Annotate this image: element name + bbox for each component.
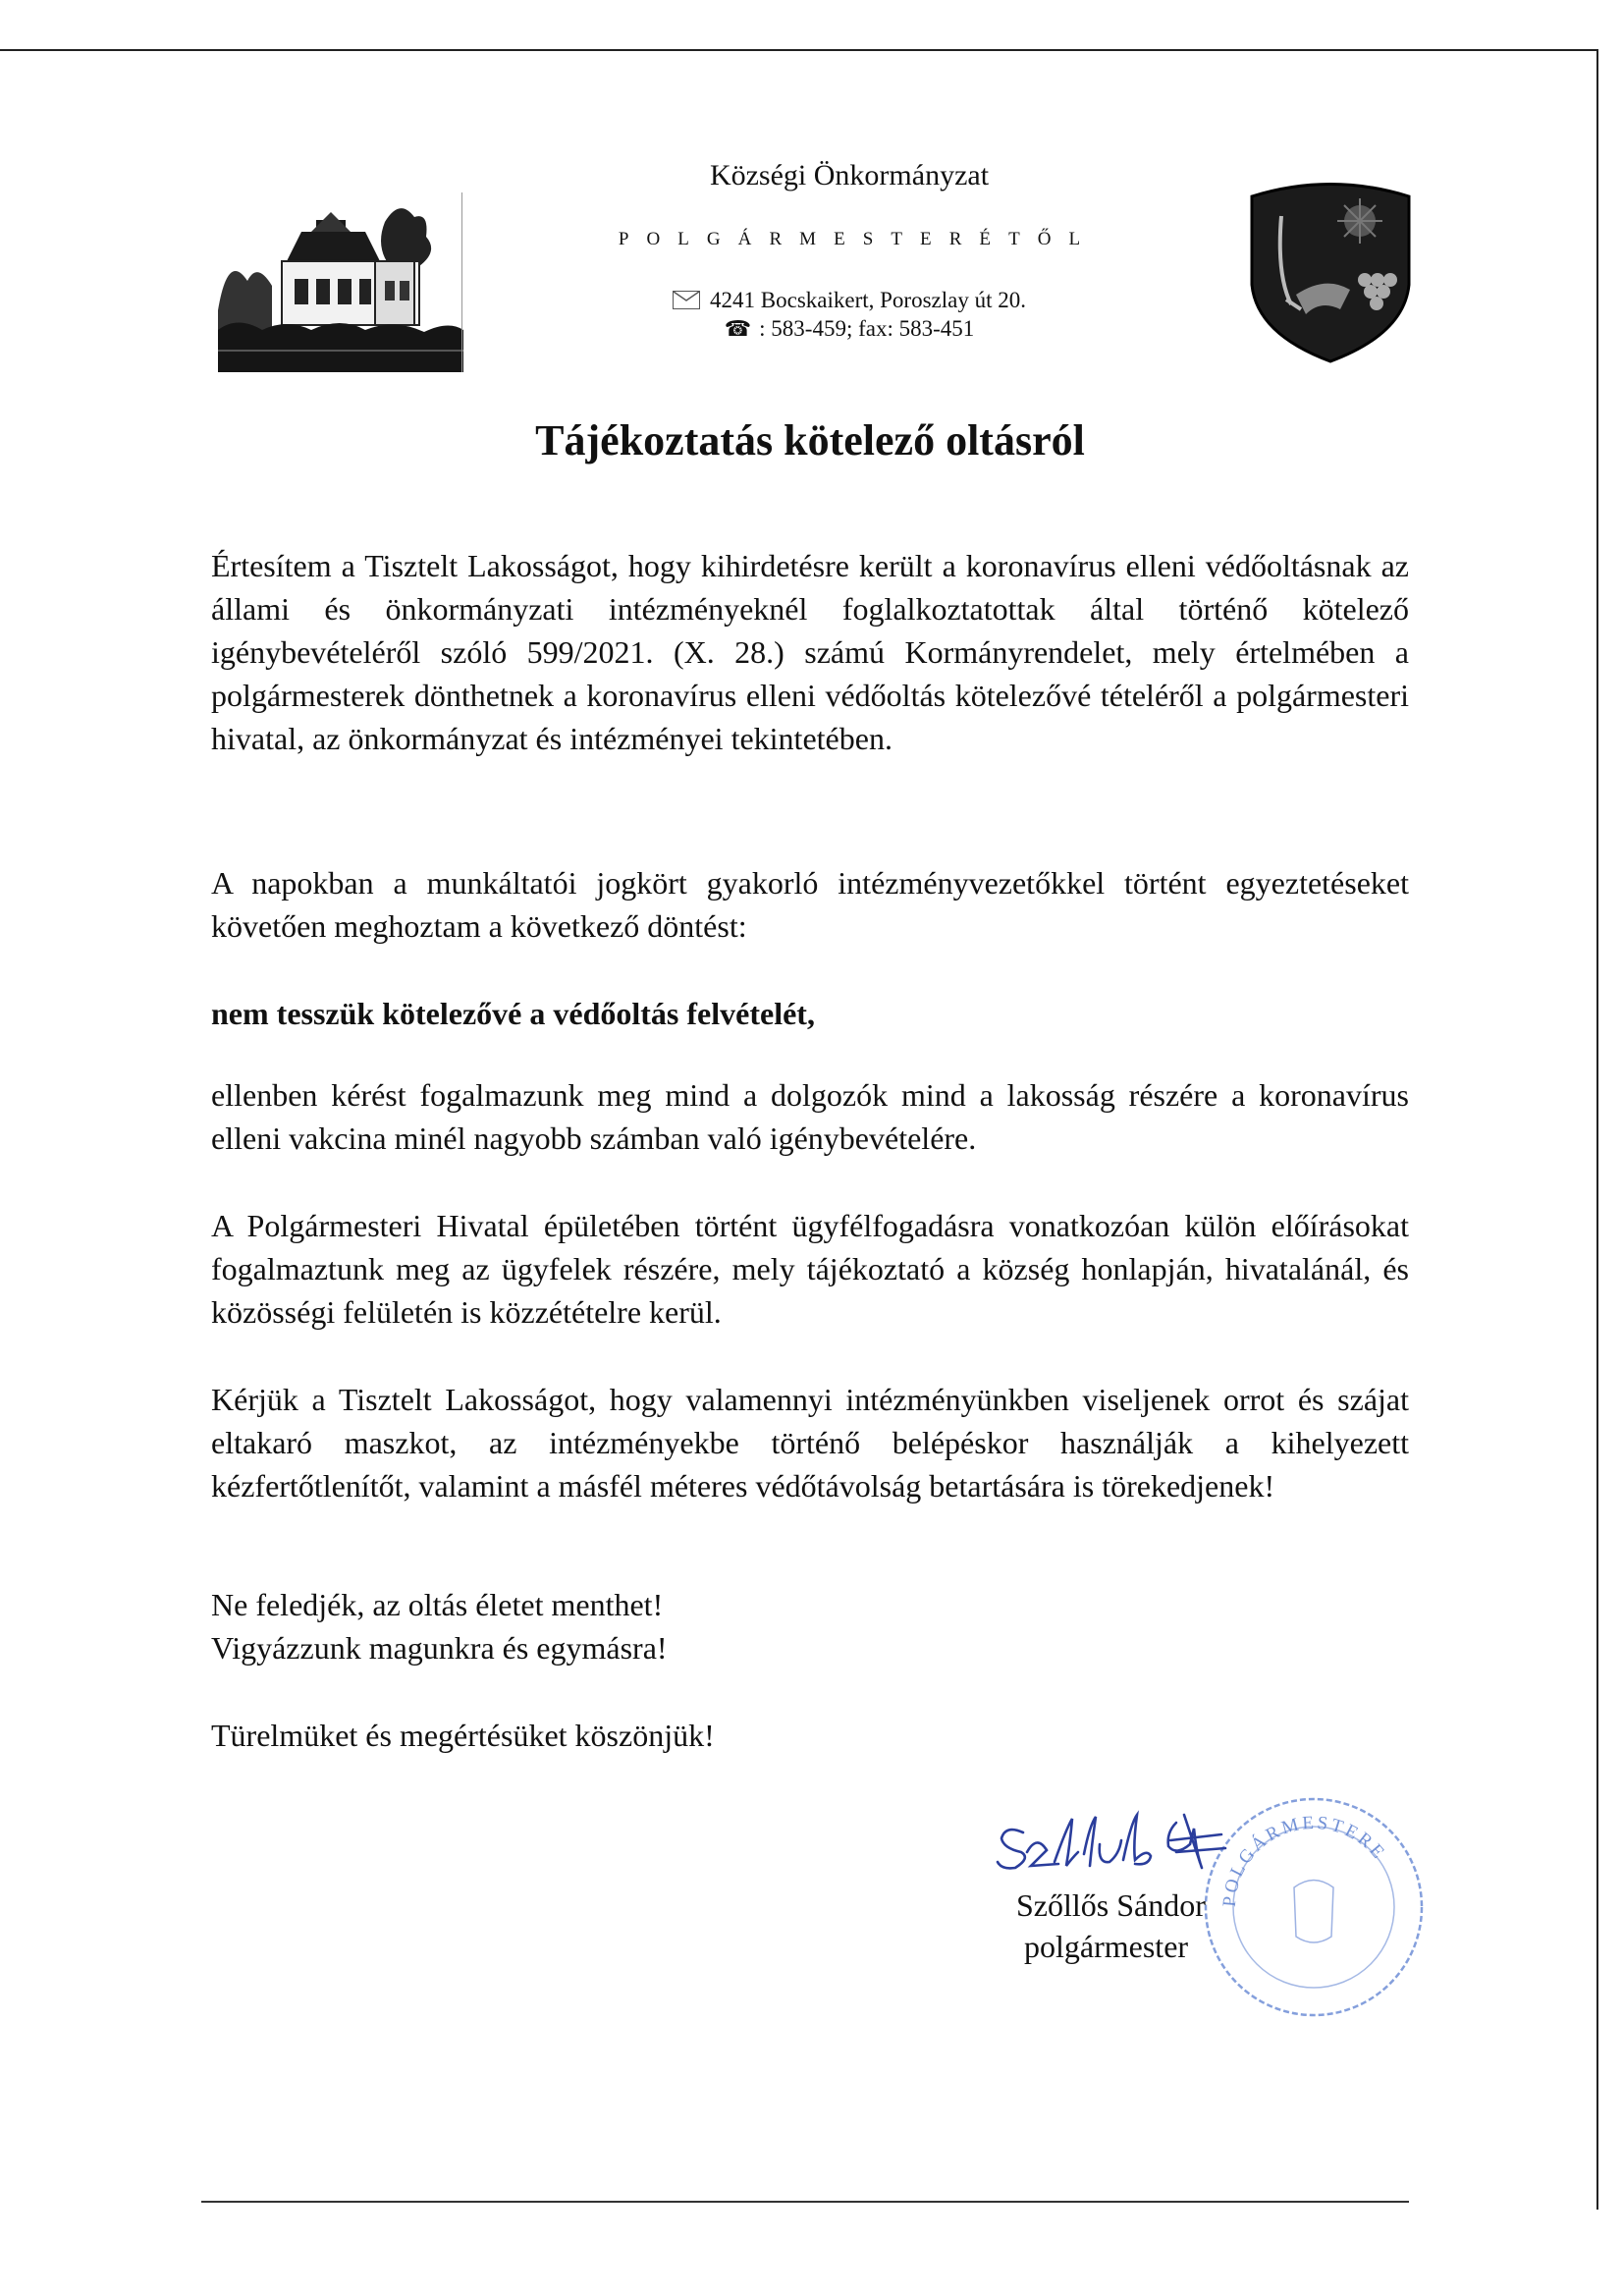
paragraph-4: A Polgármesteri Hivatal épületében történt ügyfélfogadásra vonatkozóan külön előírásokat fogalmaztunk meg az ügyfelek részére, mely tájékoztató a község honlapján, hivatalánál, és közösségi felületén is közzétételre kerül. xyxy=(211,1208,1409,1330)
telephone-icon: ☎ xyxy=(724,316,752,341)
signatory-role: polgármester xyxy=(1024,1929,1189,1964)
signatory-name: Szőllős Sándor xyxy=(1016,1887,1206,1923)
paragraph-7: Türelmüket és megértésüket köszönjük! xyxy=(211,1718,715,1753)
town-hall-photo xyxy=(218,192,463,372)
address-text: 4241 Bocskaikert, Poroszlay út 20. xyxy=(710,288,1026,312)
phone-line xyxy=(511,316,1188,342)
coat-of-arms xyxy=(1242,177,1419,363)
stamp-text: POLGÁRMESTERE xyxy=(1218,1812,1390,1908)
handwritten-signature xyxy=(994,1805,1249,1888)
paragraph-6: Ne feledjék, az oltás életet menthet! Vigyázzunk magunkra és egymásra! xyxy=(211,1587,668,1666)
organization-name: Községi Önkormányzat xyxy=(709,159,990,191)
header-separator xyxy=(461,192,462,372)
paragraph-decision: nem tesszük kötelezővé a védőoltás felvételét, xyxy=(211,996,815,1031)
paragraph-5: Kérjük a Tisztelt Lakosságot, hogy valamennyi intézményünkben viseljenek orrot és szájat eltakaró maszkot, az intézményekbe történő belépéskor használják a kihelyezett kézfertőtlenítőt, valamint a másfél méteres védőtávolság betartására is törekedjenek! xyxy=(211,1382,1409,1503)
office-name: POLGÁRMESTERÉTŐL xyxy=(618,229,1099,249)
page-border-top xyxy=(0,49,1598,51)
paragraph-2: A napokban a munkáltatói jogkört gyakorló intézményvezetőkkel történt egyeztetéseket követően meghoztam a következő döntést: xyxy=(211,865,1409,944)
document-title: Tájékoztatás kötelező oltásról xyxy=(535,416,1085,465)
footer-rule xyxy=(201,2201,1409,2203)
paragraph-1: Értesítem a Tisztelt Lakosságot, hogy kihirdetésre került a koronavírus elleni védőoltásnak az állami és önkormányzati intézményeknél foglalkoztatottak által történő kötelező igénybevételéről szóló 599/2021. (X. 28.) számú Kormányrendelet, mely értelmében a polgármesterek dönthetnek a koronavírus elleni védőoltás kötelezővé tételéről a polgármesteri hivatal, az önkormányzat és intézményei tekintetében. xyxy=(211,548,1409,756)
phone-text: : 583-459; fax: 583-451 xyxy=(759,316,975,341)
envelope-icon xyxy=(673,291,700,309)
address-line xyxy=(511,288,1188,313)
page-border-right xyxy=(1596,49,1598,2210)
paragraph-3: ellenben kérést fogalmazunk meg mind a dolgozók mind a lakosság részére a koronavírus elleni vakcina minél nagyobb számban való igénybevételére. xyxy=(211,1077,1409,1156)
